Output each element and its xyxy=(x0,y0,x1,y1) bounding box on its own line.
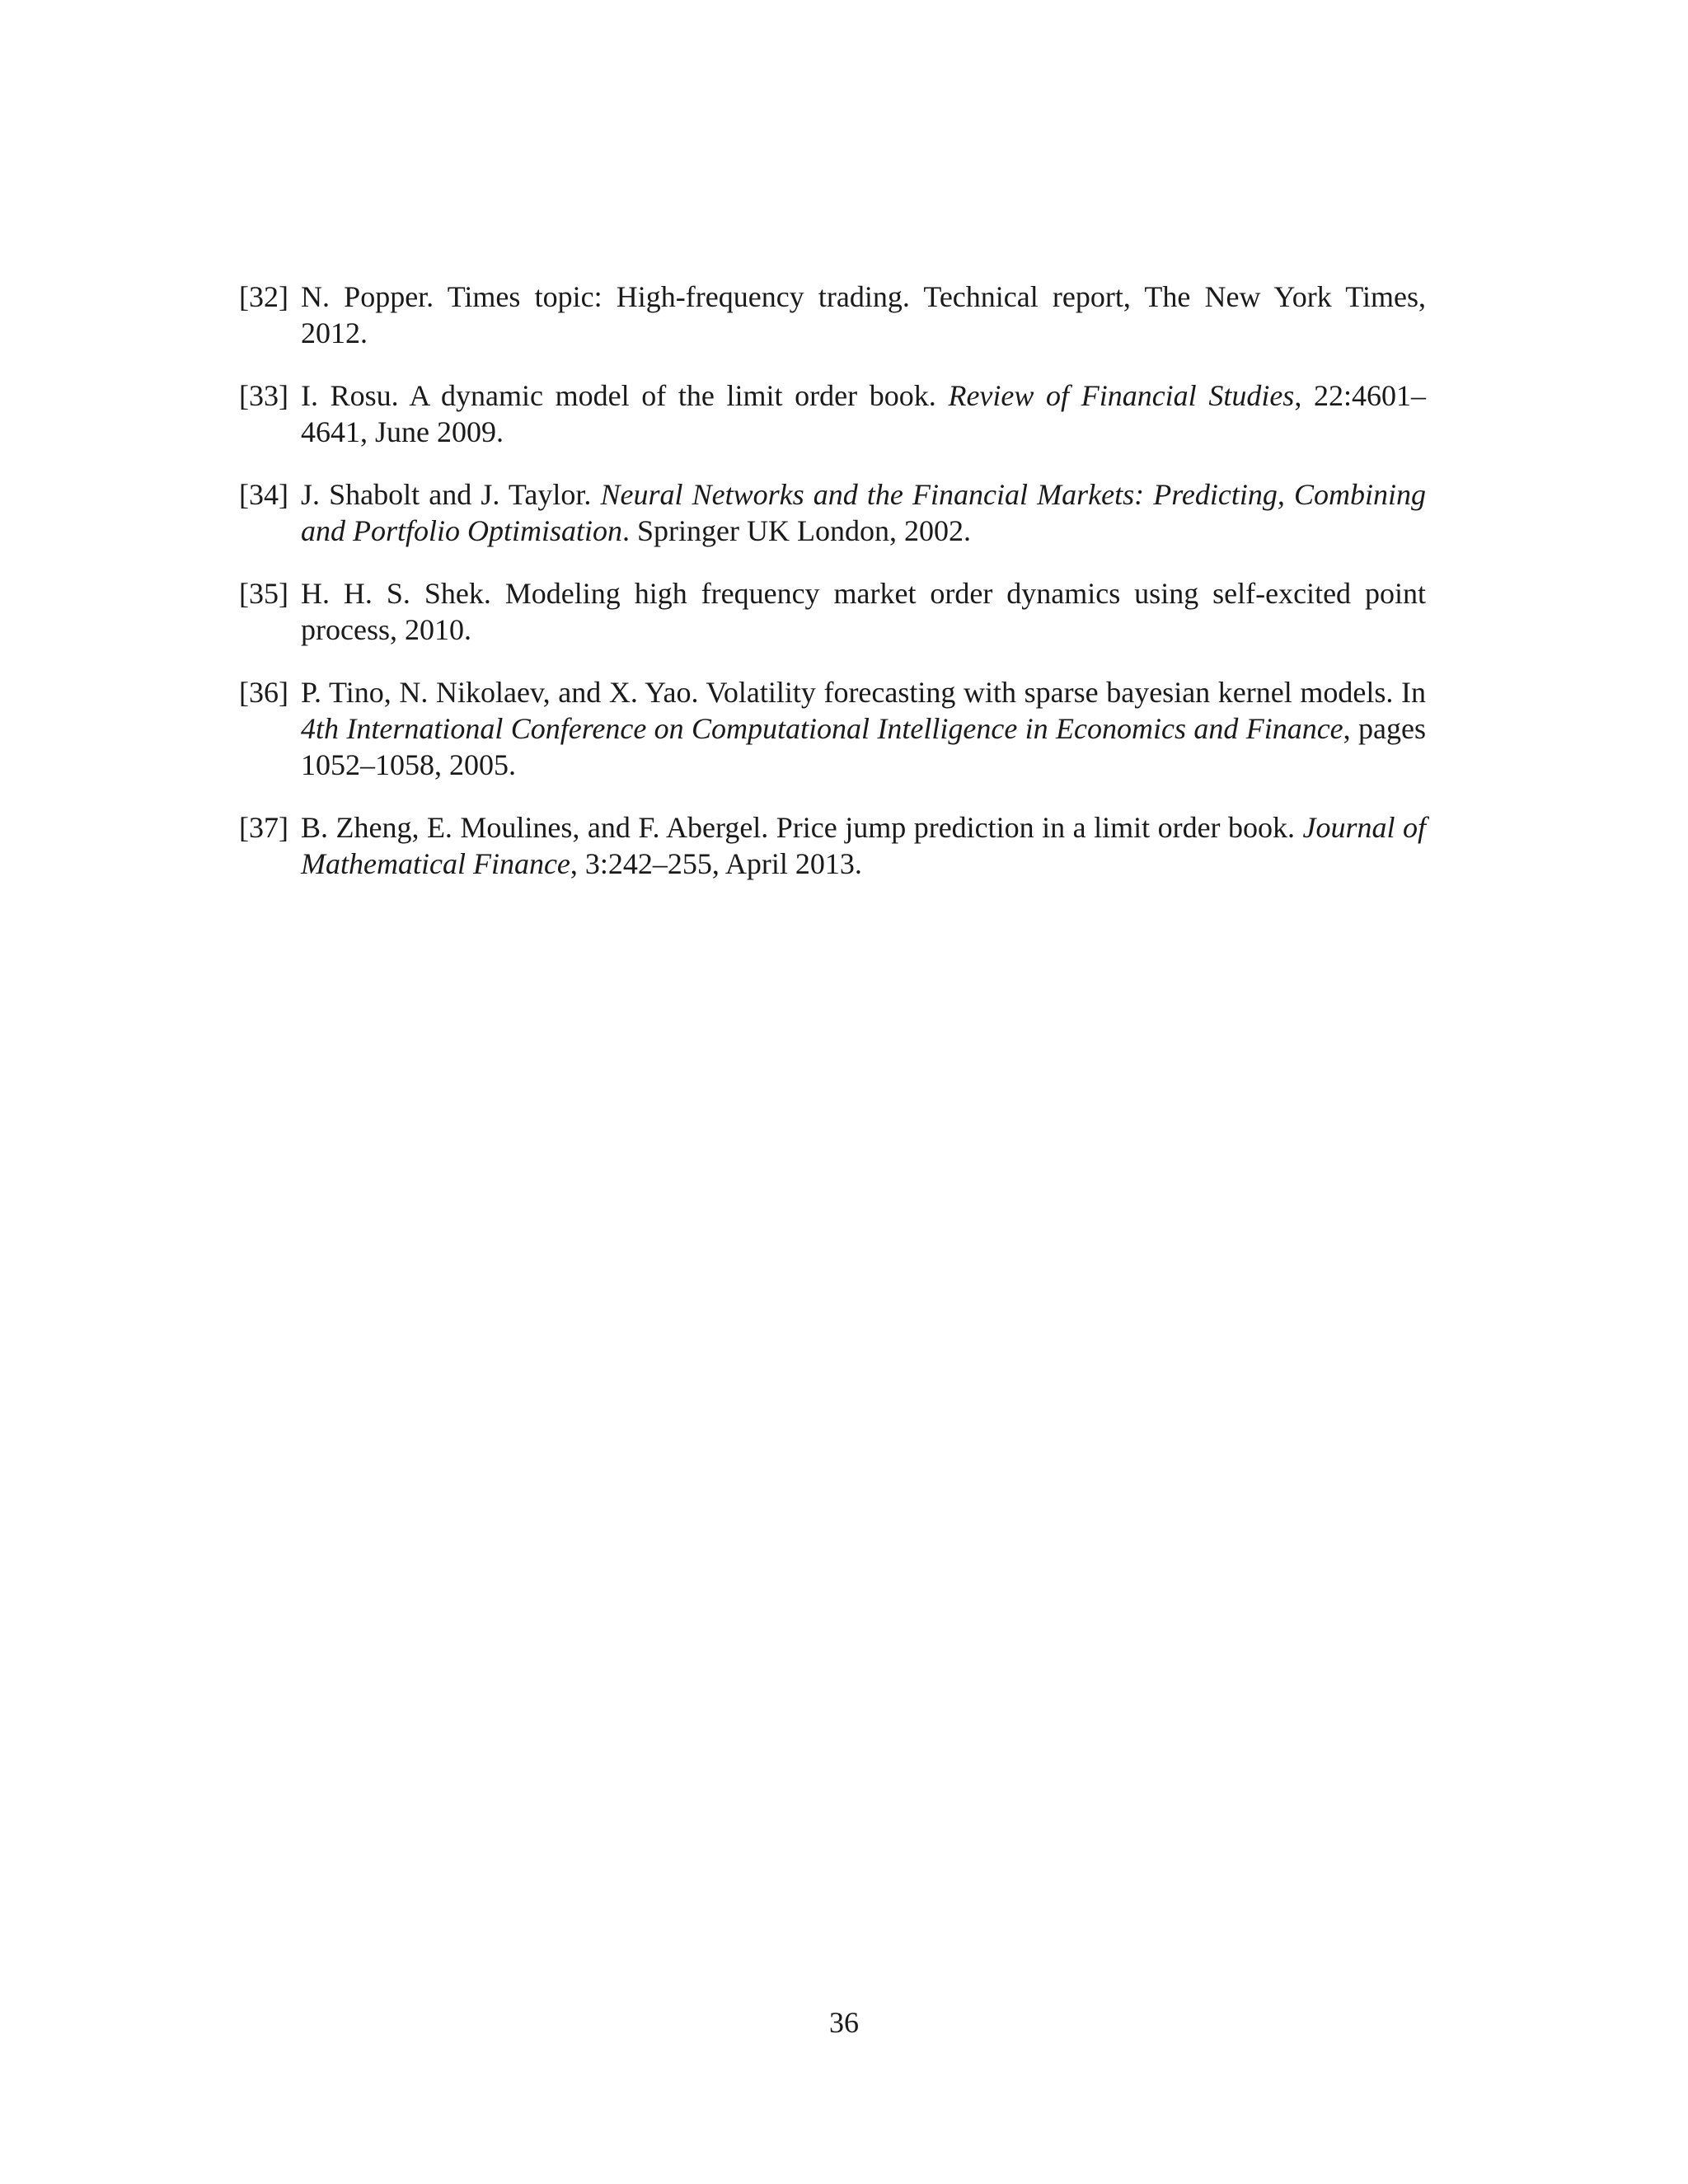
reference-number: [33] xyxy=(239,379,288,412)
reference-venue: Journal of Mathematical Finance xyxy=(301,811,1426,880)
reference-text-part: P. Tino, N. Nikolaev, and X. Yao. Volatility forecasting with sparse bayesian kernel models. In xyxy=(301,676,1426,709)
reference-item xyxy=(239,377,1426,450)
reference-text-part: , 22:4601–4641, June 2009. xyxy=(301,379,1426,448)
reference-text xyxy=(301,379,1426,448)
reference-book-title: Neural Networks and the Financial Markets: Predicting, Combining and Portfolio Optimisation xyxy=(301,478,1427,547)
reference-number: [35] xyxy=(239,577,288,610)
reference-text-part: H. H. S. Shek. Modeling high frequency market order dynamics using self-excited point process, 2010. xyxy=(301,577,1426,646)
reference-list xyxy=(239,279,1426,908)
reference-text-part: , pages 1052–1058, 2005. xyxy=(301,712,1426,781)
reference-number: [34] xyxy=(239,478,288,511)
reference-item xyxy=(239,809,1426,882)
page-number: 36 xyxy=(829,2006,859,2039)
reference-text xyxy=(301,811,1426,880)
reference-text-part: B. Zheng, E. Moulines, and F. Abergel. Price jump prediction in a limit order book. xyxy=(301,811,1303,844)
reference-text-part: . Springer UK London, 2002. xyxy=(622,514,971,547)
reference-text xyxy=(301,676,1426,781)
reference-number: [36] xyxy=(239,676,288,709)
reference-text-part: I. Rosu. A dynamic model of the limit order book. xyxy=(301,379,949,412)
reference-item xyxy=(239,279,1426,351)
reference-text xyxy=(301,577,1426,646)
reference-number: [32] xyxy=(239,280,288,313)
reference-item xyxy=(239,674,1426,783)
reference-text-part: N. Popper. Times topic: High-frequency trading. Technical report, The New York Times, 2012. xyxy=(301,280,1426,349)
reference-number: [37] xyxy=(239,811,288,844)
reference-text xyxy=(301,478,1426,547)
reference-item xyxy=(239,476,1426,549)
reference-text-part: , 3:242–255, April 2013. xyxy=(570,847,862,880)
reference-venue: 4th International Conference on Computational Intelligence in Economics and Finance xyxy=(301,712,1343,745)
reference-item xyxy=(239,575,1426,648)
reference-text-part: J. Shabolt and J. Taylor. xyxy=(301,478,601,511)
reference-venue: Review of Financial Studies xyxy=(948,379,1295,412)
reference-text xyxy=(301,280,1426,349)
